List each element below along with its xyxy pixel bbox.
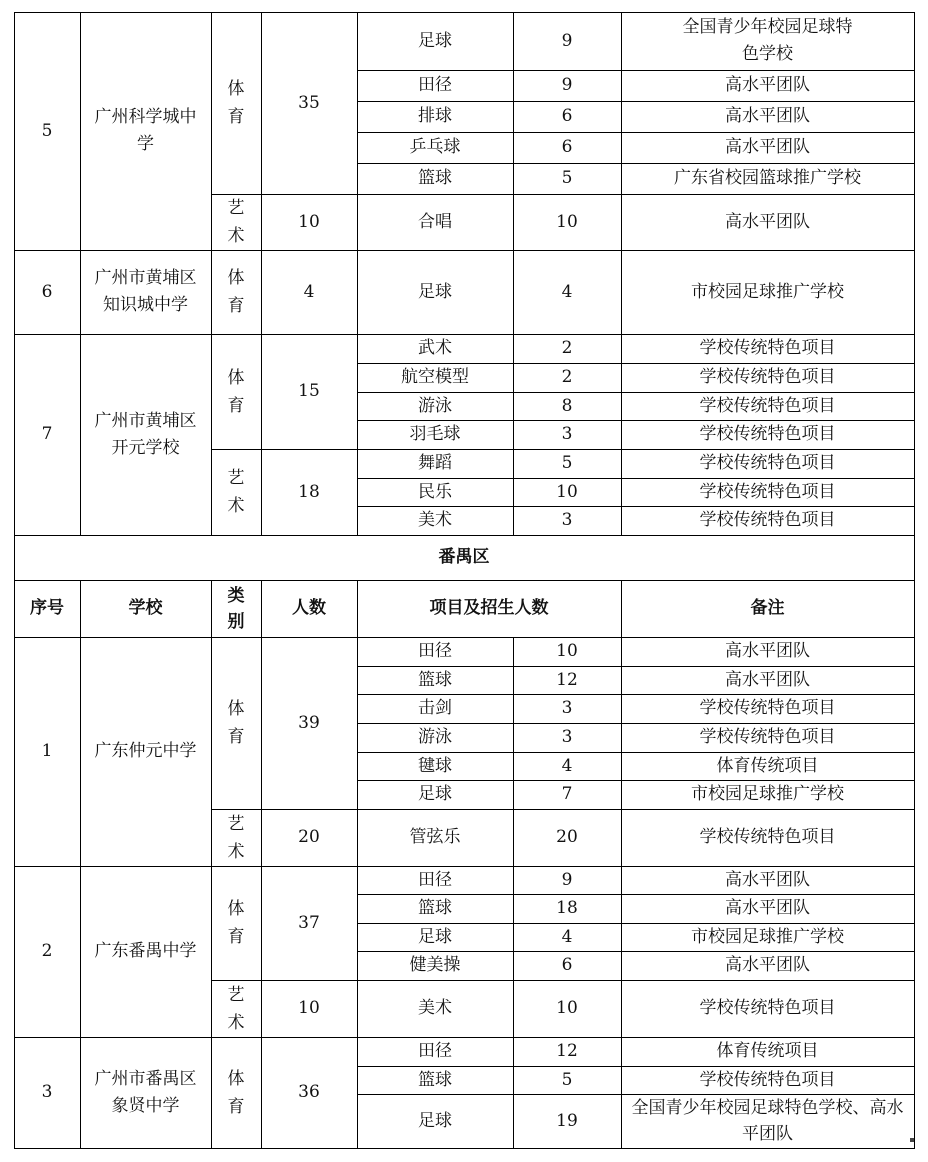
item-name-cell: 足球 [418,1110,452,1131]
item-count-cell: 6 [561,955,573,975]
rule-vertical [621,580,622,638]
category-cell: 艺术 [227,468,245,516]
rule-vertical [261,12,262,251]
rule-vertical [80,637,81,867]
item-count-cell: 3 [561,510,573,530]
count-cell: 10 [298,998,320,1018]
rule-vertical [80,580,81,638]
count-cell: 18 [298,481,320,502]
item-name-cell: 足球 [418,784,452,804]
item-name-cell: 排球 [418,106,452,126]
school-cell: 广州科学城中学 [94,107,197,154]
note-cell: 高水平团队 [725,106,810,126]
item-count-cell: 9 [561,869,573,890]
note-cell: 全国青少年校园足球特色学校 [682,17,853,64]
note-cell: 学校传统特色项目 [699,453,836,473]
item-count-cell: 3 [561,698,573,718]
note-cell: 学校传统特色项目 [699,424,836,444]
item-name-cell: 篮球 [418,1069,452,1090]
count-cell: 37 [298,912,320,933]
rule-vertical [80,334,81,536]
item-count-cell: 5 [561,168,573,188]
rule-horizontal [14,12,915,13]
count-cell: 15 [298,381,320,401]
rule-vertical [357,866,358,1038]
rule-vertical [80,12,81,251]
note-cell: 学校传统特色项目 [699,727,836,747]
rule-horizontal [357,420,915,421]
item-name-cell: 管弦乐 [409,827,461,847]
rule-vertical [261,1037,262,1149]
rule-vertical [621,866,622,1038]
item-name-cell: 足球 [418,926,452,947]
item-count-cell: 5 [561,453,573,473]
rule-horizontal [357,980,915,981]
rule-horizontal [357,163,915,164]
item-name-cell: 合唱 [418,211,452,232]
item-count-cell: 2 [561,367,573,387]
header-count: 人数 [292,598,326,618]
rule-vertical [357,580,358,638]
rule-horizontal [357,1066,915,1067]
note-cell: 高水平团队 [725,75,810,95]
item-name-cell: 篮球 [418,898,452,918]
header-items: 项目及招生人数 [429,598,549,618]
item-name-cell: 田径 [418,869,452,890]
category-cell: 体育 [227,79,245,127]
item-count-cell: 7 [561,784,573,804]
note-cell: 学校传统特色项目 [699,367,836,387]
item-name-cell: 航空模型 [401,367,469,387]
item-count-cell: 10 [556,998,578,1018]
item-count-cell: 20 [556,827,578,847]
item-name-cell: 篮球 [418,669,452,690]
item-name-cell: 毽球 [418,755,452,776]
note-cell: 高水平团队 [725,137,810,157]
rule-horizontal [357,101,915,102]
rule-horizontal [357,70,915,71]
rule-horizontal [357,132,915,133]
rule-horizontal [357,535,915,536]
header-index: 序号 [30,598,64,618]
rule-horizontal [357,694,915,695]
rule-horizontal [357,780,915,781]
note-cell: 市校园足球推广学校 [691,926,844,947]
rule-horizontal [357,923,915,924]
count-cell: 36 [298,1082,320,1102]
rule-horizontal [357,666,915,667]
rule-vertical [80,1037,81,1149]
category-cell: 艺术 [227,984,245,1033]
index-cell: 1 [41,741,53,761]
item-name-cell: 健美操 [409,955,461,975]
item-name-cell: 民乐 [418,481,452,502]
item-count-cell: 6 [561,137,573,157]
rule-horizontal [357,894,915,895]
item-name-cell: 足球 [418,281,452,302]
rule-horizontal [357,194,915,195]
index-cell: 5 [41,120,53,141]
rule-horizontal [14,580,915,581]
index-cell: 3 [41,1082,53,1102]
item-name-cell: 武术 [418,338,452,358]
note-cell: 学校传统特色项目 [699,395,836,416]
item-count-cell: 8 [561,395,573,416]
category-cell: 体育 [227,1068,245,1117]
item-name-cell: 美术 [418,998,452,1018]
item-count-cell: 5 [561,1069,573,1090]
rule-horizontal [357,478,915,479]
rule-vertical [513,250,514,335]
item-count-cell: 4 [561,281,573,302]
item-count-cell: 9 [561,75,573,95]
count-cell: 4 [303,281,315,302]
note-cell: 高水平团队 [725,955,810,975]
note-cell: 高水平团队 [725,641,810,661]
item-count-cell: 10 [556,211,578,232]
rule-horizontal [357,723,915,724]
item-name-cell: 乒乓球 [409,137,461,157]
header-school: 学校 [128,598,163,618]
note-cell: 学校传统特色项目 [699,338,836,358]
rule-horizontal [357,250,915,251]
item-name-cell: 田径 [418,1041,452,1061]
item-name-cell: 田径 [418,641,452,661]
rule-vertical [621,250,622,335]
rule-horizontal [14,637,915,638]
note-cell: 学校传统特色项目 [699,698,836,718]
item-count-cell: 12 [556,1041,578,1061]
rule-vertical [211,12,212,251]
category-cell: 艺术 [227,813,245,862]
header-category: 类别 [227,585,245,632]
note-cell: 高水平团队 [725,898,810,918]
note-cell: 学校传统特色项目 [699,510,836,530]
note-cell: 高水平团队 [725,211,810,232]
rule-horizontal [357,449,915,450]
rule-horizontal [357,363,915,364]
index-cell: 6 [41,281,53,302]
item-name-cell: 游泳 [418,727,452,747]
item-name-cell: 击剑 [418,698,452,718]
school-cell: 广州市黄埔区开元学校 [94,410,197,458]
item-count-cell: 10 [556,641,578,661]
rule-horizontal [357,866,915,867]
rule-horizontal [357,334,915,335]
note-cell: 全国青少年校园足球特色学校、高水平团队 [631,1098,904,1144]
item-count-cell: 3 [561,424,573,444]
rule-vertical [211,580,212,638]
item-count-cell: 12 [556,669,578,690]
item-name-cell: 田径 [418,75,452,95]
item-name-cell: 美术 [418,510,452,530]
rule-vertical [513,1037,514,1149]
scan-mark [910,1138,914,1142]
rule-horizontal [357,1094,915,1095]
note-cell: 学校传统特色项目 [699,1069,836,1090]
note-cell: 学校传统特色项目 [699,481,836,502]
item-count-cell: 2 [561,338,573,358]
item-count-cell: 4 [561,926,573,947]
note-cell: 高水平团队 [725,669,810,690]
count-cell: 35 [298,92,320,113]
category-cell: 体育 [227,268,245,316]
school-cell: 广州市黄埔区知识城中学 [94,268,197,315]
item-name-cell: 羽毛球 [409,424,461,444]
index-cell: 2 [41,941,53,961]
rule-horizontal [357,1037,915,1038]
rule-vertical [211,866,212,1038]
school-cell: 广州市番禺区象贤中学 [94,1068,197,1116]
note-cell: 体育传统项目 [716,755,819,776]
rule-horizontal [357,506,915,507]
category-cell: 艺术 [227,198,245,246]
rule-vertical [211,334,212,536]
note-cell: 体育传统项目 [716,1041,819,1061]
rule-horizontal [357,392,915,393]
item-count-cell: 19 [556,1110,578,1131]
rule-vertical [211,250,212,335]
note-cell: 广东省校园篮球推广学校 [674,168,861,188]
rule-vertical [621,1037,622,1149]
rule-vertical [80,250,81,335]
count-cell: 39 [298,712,320,733]
rule-vertical [513,866,514,1038]
rule-vertical [80,866,81,1038]
note-cell: 高水平团队 [725,869,810,890]
rule-vertical [261,250,262,335]
item-count-cell: 6 [561,106,573,126]
item-name-cell: 游泳 [418,395,452,416]
count-cell: 10 [298,211,320,232]
school-cell: 广东仲元中学 [94,741,197,761]
item-name-cell: 舞蹈 [418,453,452,473]
rule-horizontal [357,1148,915,1149]
rule-vertical [357,1037,358,1149]
item-name-cell: 足球 [418,30,452,51]
category-cell: 体育 [227,699,245,747]
item-count-cell: 10 [556,481,578,502]
note-cell: 市校园足球推广学校 [691,281,844,302]
rule-vertical [261,334,262,536]
rule-horizontal [357,752,915,753]
item-count-cell: 9 [561,30,573,51]
rule-vertical [211,1037,212,1149]
item-name-cell: 篮球 [418,168,452,188]
rule-vertical [211,637,212,867]
item-count-cell: 18 [556,898,578,918]
school-cell: 广东番禺中学 [94,941,197,961]
item-count-cell: 3 [561,727,573,747]
rule-vertical [261,637,262,867]
count-cell: 20 [298,827,320,847]
header-note: 备注 [750,598,785,618]
note-cell: 学校传统特色项目 [699,998,836,1018]
category-cell: 体育 [227,899,245,947]
note-cell: 学校传统特色项目 [699,827,836,847]
index-cell: 7 [41,424,53,444]
note-cell: 市校园足球推广学校 [691,784,844,804]
section-title: 番禺区 [438,547,490,567]
item-count-cell: 4 [561,755,573,776]
rule-horizontal [357,809,915,810]
rule-vertical [261,866,262,1038]
rule-horizontal [357,951,915,952]
category-cell: 体育 [227,367,245,416]
rule-vertical [261,580,262,638]
rule-vertical [357,250,358,335]
